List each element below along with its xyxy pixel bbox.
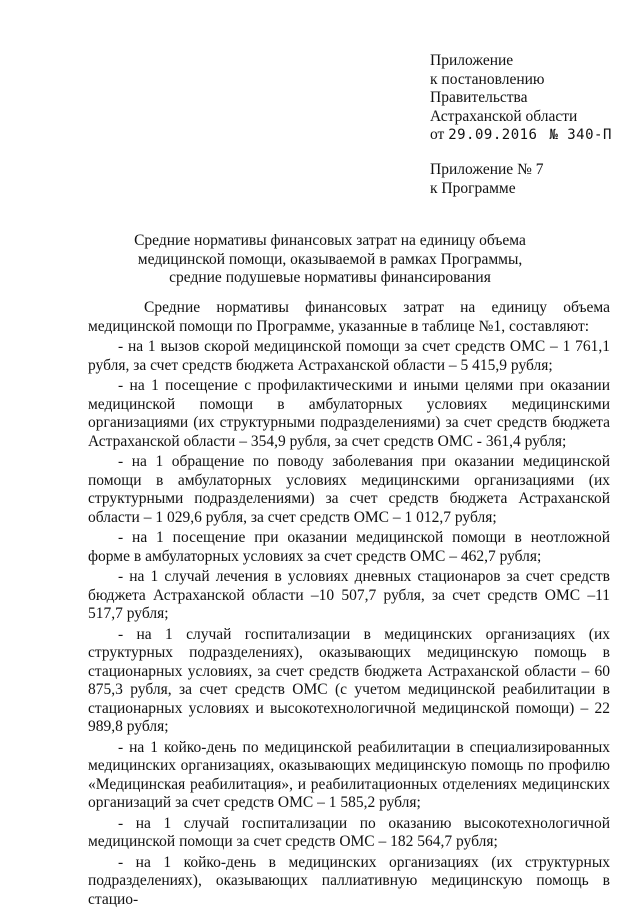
program-appendix-block: [430, 161, 630, 198]
paragraph-high-tech-care: - на 1 случай госпитализации по оказанию высокотехнологичной медицинской помощи за счет средств ОМС – 182 564,7 рубля;: [88, 815, 610, 852]
paragraph-ambulance-call: - на 1 вызов скорой медицинской помощи за счет средств ОМС – 1 761,1 рубля, за счет средств бюджета Астраханской области – 5 415,9 рубля;: [88, 338, 610, 375]
appendix-line-4: Астраханской области: [430, 108, 630, 127]
date-prefix: от: [430, 126, 444, 143]
paragraph-rehabilitation: - на 1 койко-день по медицинской реабилитации в специализированных медицинских организациях, оказывающих медицинскую помощь по профилю «Медицинская реабилитация», и реабилитационных отделениях медицинских организаций за счет средств ОМС – 1 585,2 рубля;: [88, 739, 610, 813]
paragraph-day-hospital: - на 1 случай лечения в условиях дневных стационаров за счет средств бюджета Астраханской области –10 507,7 рубля, за счет средств ОМС –11 517,7 рубля;: [88, 568, 610, 624]
paragraph-disease-appeal: - на 1 обращение по поводу заболевания при оказании медицинской помощи в амбулаторных условиях медицинскими организациями (их структурными подразделениями) за счет средств бюджета Астраханской области – 1 029,6 рубля, за счет средств ОМС – 1 012,7 рубля;: [88, 453, 610, 527]
appendix-line-1: Приложение: [430, 52, 630, 71]
paragraph-urgent-visit: - на 1 посещение при оказании медицинской помощи в неотложной форме в амбулаторных условиях за счет средств ОМС – 462,7 рубля;: [88, 529, 610, 566]
paragraph-palliative-care: - на 1 койко-день в медицинских организациях (их структурных подразделениях), оказывающих паллиативную медицинскую помощь в стацио-: [88, 854, 610, 909]
program-appendix-line-2: к Программе: [430, 180, 630, 199]
program-appendix-line-1: Приложение № 7: [430, 161, 630, 180]
paragraph-hospitalization: - на 1 случай госпитализации в медицинских организациях (их структурных подразделениях), оказывающих медицинскую помощь в стационарных условиях, за счет средств бюджета Астраханской области – 60 875,3 рубля, за счет средств ОМС (с учетом медицинской реабилитации в стационарных условиях и высокотехнологичной медицинской помощи) – 22 989,8 рубля;: [88, 626, 610, 737]
appendix-line-2: к постановлению: [430, 71, 630, 90]
resolution-date-line: [430, 126, 630, 145]
document-title: [110, 232, 550, 288]
title-line-3: средние подушевые нормативы финансирования: [110, 269, 550, 288]
paragraph-preventive-visit: - на 1 посещение с профилактическими и иными целями при оказании медицинской помощи в амбулаторных условиях медицинскими организациями (их структурными подразделениями) за счет средств бюджета Астраханской области – 354,9 рубля, за счет средств ОМС - 361,4 рубля;: [88, 377, 610, 451]
title-line-1: Средние нормативы финансовых затрат на единицу объема: [110, 232, 550, 251]
title-line-2: медицинской помощи, оказываемой в рамках Программы,: [110, 251, 550, 270]
appendix-line-3: Правительства: [430, 89, 630, 108]
resolution-number: № 340-П: [549, 127, 612, 143]
document-body: [88, 299, 610, 909]
resolution-date: 29.09.2016: [448, 127, 537, 143]
paragraph-intro: Средние нормативы финансовых затрат на единицу объема медицинской помощи по Программе, указанные в таблице №1, составляют:: [88, 299, 610, 336]
appendix-block: [430, 52, 630, 145]
